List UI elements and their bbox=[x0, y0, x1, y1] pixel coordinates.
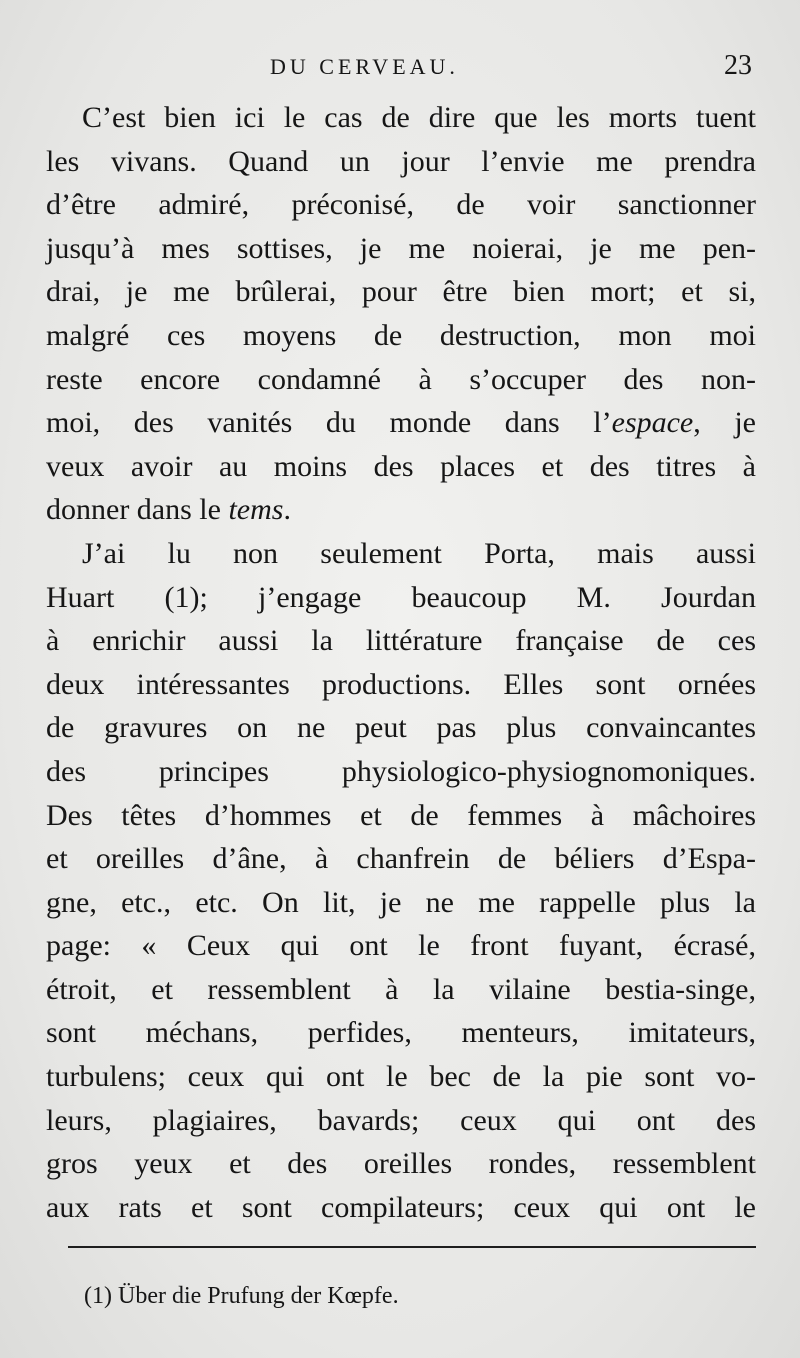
text-line: à enrichir aussi la littérature française de ces bbox=[46, 624, 756, 658]
page-header bbox=[40, 50, 756, 90]
text-line: gne, etc., etc. On lit, je ne me rappelle plus la bbox=[46, 885, 756, 919]
footnote-rule bbox=[68, 1246, 756, 1248]
text-line: étroit, et ressemblent à la vilaine bestia-singe, bbox=[46, 972, 756, 1006]
text-line: C’est bien ici le cas de dire que les morts tuent bbox=[82, 101, 756, 134]
text-line: d’être admiré, préconisé, de voir sanctionner bbox=[46, 188, 756, 222]
text-line: des principes physiologico-physiognomoniques. bbox=[46, 754, 756, 788]
text-line: veux avoir au moins des places et des titres à bbox=[46, 449, 756, 483]
page-number: 23 bbox=[724, 50, 752, 81]
italic-word: tems bbox=[228, 493, 284, 527]
running-title: DU CERVEAU. bbox=[270, 54, 459, 79]
text-line: aux rats et sont compilateurs; ceux qui ont le bbox=[46, 1190, 756, 1224]
text-line: de gravures on ne peut pas plus convaincantes bbox=[46, 711, 756, 745]
text-line: leurs, plagiaires, bavards; ceux qui ont des bbox=[46, 1103, 756, 1137]
text-line: jusqu’à mes sottises, je me noierai, je me pen- bbox=[46, 231, 756, 265]
text-line bbox=[46, 401, 756, 445]
text-segment: moi, des vanités du monde dans l’ bbox=[46, 406, 612, 440]
body-text bbox=[46, 96, 756, 1229]
text-segment: donner dans le bbox=[46, 493, 229, 527]
text-segment: . bbox=[283, 493, 291, 527]
text-segment: , je bbox=[693, 406, 756, 440]
text-line: gros yeux et des oreilles rondes, ressemblent bbox=[46, 1147, 756, 1181]
text-line: Des têtes d’hommes et de femmes à mâchoires bbox=[46, 798, 756, 832]
text-line: malgré ces moyens de destruction, mon moi bbox=[46, 318, 756, 352]
text-line: Huart (1); j’engage beaucoup M. Jourdan bbox=[46, 580, 756, 614]
footnote: (1) Über die Prufung der Kœpfe. bbox=[84, 1283, 399, 1309]
text-line: deux intéressantes productions. Elles sont ornées bbox=[46, 667, 756, 701]
text-line: turbulens; ceux qui ont le bec de la pie sont vo- bbox=[46, 1060, 756, 1094]
text-line: page: « Ceux qui ont le front fuyant, écrasé, bbox=[46, 929, 756, 963]
text-line: reste encore condamné à s’occuper des non- bbox=[46, 362, 756, 396]
text-line: et oreilles d’âne, à chanfrein de béliers d’Espa- bbox=[46, 842, 756, 876]
text-line: sont méchans, perfides, menteurs, imitateurs, bbox=[46, 1016, 756, 1050]
text-line bbox=[46, 488, 756, 532]
text-line: les vivans. Quand un jour l’envie me prendra bbox=[46, 144, 756, 178]
text-line: drai, je me brûlerai, pour être bien mort; et si, bbox=[46, 275, 756, 309]
text-line: J’ai lu non seulement Porta, mais aussi bbox=[82, 536, 756, 570]
italic-word: espace bbox=[611, 406, 694, 440]
